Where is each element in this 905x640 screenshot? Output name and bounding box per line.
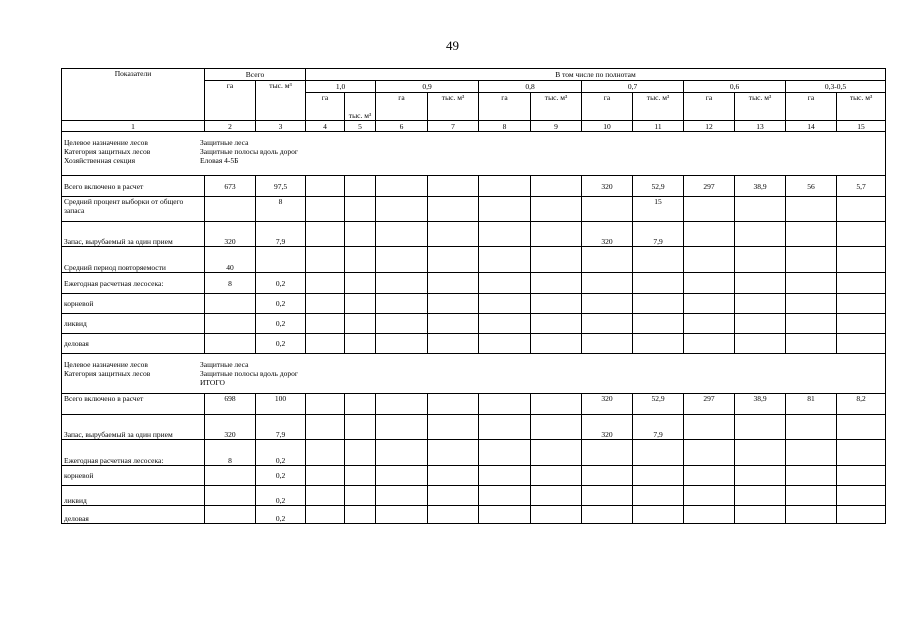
section1-purpose-value: Защитные леса: [200, 138, 249, 147]
table-row: [62, 222, 886, 247]
table-cell: 52,9: [633, 176, 684, 197]
table-cell: [837, 440, 886, 466]
table-cell: [735, 415, 786, 440]
table-cell: [837, 415, 886, 440]
table-cell: [306, 197, 345, 222]
table-cell: [735, 247, 786, 273]
table-cell: [428, 466, 479, 486]
section2-category-value: Защитные полосы вдоль дорог: [200, 369, 298, 378]
table-cell: [531, 415, 582, 440]
table-cell: [633, 506, 684, 524]
header-sub-m3: тыс. м³: [735, 93, 786, 121]
table-cell: [684, 222, 735, 247]
table-cell: [684, 466, 735, 486]
table-cell: [428, 197, 479, 222]
column-number-cell: 5: [345, 121, 376, 132]
table-cell: 698: [205, 394, 256, 415]
header-indicators: Показатели: [62, 69, 205, 121]
table-cell: [582, 314, 633, 334]
table-cell: 40: [205, 247, 256, 273]
table-cell: [786, 247, 837, 273]
column-number-cell: 2: [205, 121, 256, 132]
table-cell: [531, 197, 582, 222]
table-cell: [306, 273, 345, 294]
table-cell: [345, 334, 376, 354]
table-cell: [735, 486, 786, 506]
table-cell: [306, 314, 345, 334]
table-cell: [582, 273, 633, 294]
table-cell: [684, 440, 735, 466]
column-number-cell: 12: [684, 121, 735, 132]
header-sub-ha: га: [376, 93, 428, 121]
table-cell: [582, 197, 633, 222]
table-cell: [479, 506, 531, 524]
table-cell: [479, 273, 531, 294]
table-row: [62, 197, 886, 222]
table-cell: [428, 294, 479, 314]
table-cell: [684, 247, 735, 273]
header-sub-m3: тыс. м³: [531, 93, 582, 121]
section2-category-label: Категория защитных лесов: [64, 369, 151, 378]
table-cell: 5,7: [837, 176, 886, 197]
table-cell: [684, 486, 735, 506]
table-cell: [633, 486, 684, 506]
section2-info: [62, 354, 886, 394]
header-including-density: В том числе по полнотам: [306, 69, 886, 81]
column-number-cell: 13: [735, 121, 786, 132]
table-cell: [205, 506, 256, 524]
table-cell: [633, 247, 684, 273]
table-cell: [684, 506, 735, 524]
table-cell: [786, 334, 837, 354]
table-cell: [531, 273, 582, 294]
table-cell: [306, 415, 345, 440]
table-cell: [479, 394, 531, 415]
table-cell: 320: [582, 176, 633, 197]
table-cell: [376, 466, 428, 486]
table-cell: [345, 440, 376, 466]
column-number-cell: 14: [786, 121, 837, 132]
table-cell: [306, 394, 345, 415]
table-row: [62, 176, 886, 197]
table-cell: [256, 247, 306, 273]
table-cell: [582, 247, 633, 273]
section1-purpose-label: Целевое назначение лесов: [64, 138, 148, 147]
table-cell: [428, 506, 479, 524]
header-sub-m3: тыс. м³: [345, 93, 376, 121]
table-cell: [345, 506, 376, 524]
header-sub-ha: га: [786, 93, 837, 121]
table-cell: [837, 273, 886, 294]
table-cell: [735, 222, 786, 247]
column-number-cell: 3: [256, 121, 306, 132]
table-row: [62, 394, 886, 415]
table-row: [62, 314, 886, 334]
table-cell: [306, 440, 345, 466]
table-cell: [306, 334, 345, 354]
table-cell: [428, 222, 479, 247]
table-cell: [428, 247, 479, 273]
table-cell: [684, 273, 735, 294]
table-cell: 7,9: [256, 222, 306, 247]
header-total-m3: тыс. м³: [256, 81, 306, 121]
table-cell: [582, 506, 633, 524]
table-cell: [376, 334, 428, 354]
column-number-cell: 1: [62, 121, 205, 132]
table-cell: 0,2: [256, 440, 306, 466]
header-total: Всего: [205, 69, 306, 81]
table-cell: [735, 314, 786, 334]
page-number: 49: [446, 38, 459, 53]
header-total-ha: га: [205, 81, 256, 121]
header-sub-ha: га: [479, 93, 531, 121]
header-sub-ha: га: [582, 93, 633, 121]
table-cell: [205, 294, 256, 314]
table-cell: [837, 314, 886, 334]
row-label: Всего включено в расчет: [62, 394, 205, 415]
table-cell: [205, 486, 256, 506]
table-cell: 38,9: [735, 394, 786, 415]
table-cell: [479, 334, 531, 354]
table-cell: [684, 197, 735, 222]
table-cell: [684, 334, 735, 354]
table-cell: [735, 466, 786, 486]
table-cell: [735, 334, 786, 354]
table-cell: [531, 222, 582, 247]
table-row: [62, 506, 886, 524]
row-label: деловая: [62, 506, 205, 524]
table-cell: [376, 486, 428, 506]
table-cell: [786, 294, 837, 314]
row-label: Ежегодная расчетная лесосека:: [62, 273, 205, 294]
table-cell: [582, 294, 633, 314]
table-cell: [306, 176, 345, 197]
table-cell: [376, 415, 428, 440]
table-cell: [376, 197, 428, 222]
header-density-6: 0,3-0,5: [786, 81, 886, 93]
table-cell: [684, 294, 735, 314]
column-number-cell: 15: [837, 121, 886, 132]
table-cell: [633, 334, 684, 354]
table-cell: [786, 222, 837, 247]
table-cell: [345, 486, 376, 506]
header-sub-ha: га: [684, 93, 735, 121]
table-cell: [479, 247, 531, 273]
table-cell: [345, 222, 376, 247]
header-density-3: 0,8: [479, 81, 582, 93]
table-cell: [531, 466, 582, 486]
table-cell: [345, 197, 376, 222]
table-cell: [786, 415, 837, 440]
header-density-5: 0,6: [684, 81, 786, 93]
table-cell: [735, 294, 786, 314]
table-cell: [531, 247, 582, 273]
table-cell: [633, 273, 684, 294]
table-row: [62, 440, 886, 466]
table-row: [62, 294, 886, 314]
table-cell: [582, 334, 633, 354]
table-cell: [345, 247, 376, 273]
table-cell: [633, 466, 684, 486]
table-cell: [786, 466, 837, 486]
header-density-1: 1,0: [306, 81, 376, 93]
row-label: деловая: [62, 334, 205, 354]
table-cell: [684, 314, 735, 334]
table-cell: [345, 314, 376, 334]
table-cell: [531, 314, 582, 334]
table-cell: 0,2: [256, 273, 306, 294]
table-cell: [837, 334, 886, 354]
table-cell: 0,2: [256, 334, 306, 354]
table-cell: 297: [684, 176, 735, 197]
row-label: Всего включено в расчет: [62, 176, 205, 197]
header-sub-m3: тыс. м³: [837, 93, 886, 121]
table-cell: [205, 334, 256, 354]
section1-category-value: Защитные полосы вдоль дорог: [200, 147, 298, 156]
table-row: [62, 273, 886, 294]
table-cell: 0,2: [256, 466, 306, 486]
table-cell: [306, 466, 345, 486]
row-label: корневой: [62, 466, 205, 486]
header-sub-m3: тыс. м³: [428, 93, 479, 121]
table-cell: [786, 273, 837, 294]
row-label: Средний период повторяемости: [62, 247, 205, 273]
table-cell: [306, 506, 345, 524]
table-cell: 320: [582, 222, 633, 247]
table-cell: 81: [786, 394, 837, 415]
column-number-cell: 9: [531, 121, 582, 132]
calculation-table: [61, 68, 886, 524]
table-cell: [479, 222, 531, 247]
column-number-cell: 7: [428, 121, 479, 132]
section2-purpose-label: Целевое назначение лесов: [64, 360, 148, 369]
table-cell: [345, 176, 376, 197]
header-sub-m3: тыс. м³: [633, 93, 684, 121]
table-cell: [376, 176, 428, 197]
table-cell: [786, 506, 837, 524]
table-cell: [479, 440, 531, 466]
table-cell: [582, 486, 633, 506]
table-cell: 7,9: [256, 415, 306, 440]
table-cell: [531, 486, 582, 506]
table-cell: [345, 394, 376, 415]
section1-category-label: Категория защитных лесов: [64, 147, 151, 156]
section1-section-value: Еловая 4-5Б: [200, 156, 239, 165]
column-number-cell: 8: [479, 121, 531, 132]
table-cell: [531, 334, 582, 354]
table-cell: 0,2: [256, 314, 306, 334]
table-cell: 8: [205, 273, 256, 294]
table-cell: [345, 273, 376, 294]
row-label: Ежегодная расчетная лесосека:: [62, 440, 205, 466]
table-cell: [345, 294, 376, 314]
table-cell: 52,9: [633, 394, 684, 415]
column-number-cell: 4: [306, 121, 345, 132]
table-cell: [479, 294, 531, 314]
column-number-cell: 10: [582, 121, 633, 132]
table-cell: [428, 486, 479, 506]
table-cell: [205, 314, 256, 334]
table-cell: [205, 466, 256, 486]
table-cell: [582, 440, 633, 466]
table-cell: [376, 440, 428, 466]
table-cell: [376, 273, 428, 294]
table-cell: 97,5: [256, 176, 306, 197]
table-cell: [786, 440, 837, 466]
table-row: [62, 486, 886, 506]
section2-purpose-value: Защитные леса: [200, 360, 249, 369]
table-cell: [345, 466, 376, 486]
column-number-row: [62, 121, 886, 132]
table-cell: 320: [205, 222, 256, 247]
table-cell: [531, 176, 582, 197]
table-cell: [837, 294, 886, 314]
table-cell: 100: [256, 394, 306, 415]
table-cell: 15: [633, 197, 684, 222]
table-cell: 297: [684, 394, 735, 415]
table-cell: 0,2: [256, 294, 306, 314]
table-cell: 8: [256, 197, 306, 222]
table-cell: [837, 506, 886, 524]
table-cell: [306, 486, 345, 506]
table-cell: [479, 197, 531, 222]
table-cell: 7,9: [633, 415, 684, 440]
section1-info: [62, 132, 886, 176]
table-row: [62, 247, 886, 273]
table-cell: 0,2: [256, 486, 306, 506]
table-cell: [786, 197, 837, 222]
table-cell: [428, 334, 479, 354]
table-cell: 320: [582, 415, 633, 440]
row-label: Запас, вырубаемый за один прием: [62, 415, 205, 440]
table-cell: [376, 394, 428, 415]
table-cell: 38,9: [735, 176, 786, 197]
table-cell: [428, 273, 479, 294]
table-cell: [479, 415, 531, 440]
table-cell: 673: [205, 176, 256, 197]
table-row: [62, 415, 886, 440]
table-cell: [479, 314, 531, 334]
table-cell: [306, 222, 345, 247]
table-cell: [531, 506, 582, 524]
table-cell: [479, 466, 531, 486]
table-cell: [582, 466, 633, 486]
section1-section-label: Хозяйственная секция: [64, 156, 136, 165]
row-label: Средний процент выборки от общего запаса: [62, 197, 205, 222]
table-cell: 56: [786, 176, 837, 197]
table-cell: [837, 486, 886, 506]
table-cell: [345, 415, 376, 440]
table-cell: [306, 247, 345, 273]
row-label: ликвид: [62, 486, 205, 506]
table-cell: [531, 440, 582, 466]
section2-total-label: ИТОГО: [200, 378, 225, 387]
table-cell: [531, 294, 582, 314]
table-cell: [633, 314, 684, 334]
table-cell: [428, 415, 479, 440]
table-cell: [428, 314, 479, 334]
table-cell: [735, 197, 786, 222]
column-number-cell: 6: [376, 121, 428, 132]
table-cell: [633, 294, 684, 314]
row-label: ликвид: [62, 314, 205, 334]
table-cell: 320: [205, 415, 256, 440]
table-row: [62, 466, 886, 486]
table-cell: 320: [582, 394, 633, 415]
table-cell: [837, 197, 886, 222]
table-cell: [479, 176, 531, 197]
table-cell: 8,2: [837, 394, 886, 415]
table-cell: [735, 440, 786, 466]
table-cell: [376, 506, 428, 524]
table-cell: [837, 247, 886, 273]
table-cell: [837, 466, 886, 486]
table-cell: 7,9: [633, 222, 684, 247]
table-cell: [633, 440, 684, 466]
row-label: корневой: [62, 294, 205, 314]
table-cell: [531, 394, 582, 415]
table-cell: [428, 440, 479, 466]
table-cell: [786, 314, 837, 334]
column-number-cell: 11: [633, 121, 684, 132]
row-label: Запас, вырубаемый за один прием: [62, 222, 205, 247]
table-cell: 0,2: [256, 506, 306, 524]
table-cell: [428, 394, 479, 415]
header-density-4: 0,7: [582, 81, 684, 93]
table-cell: 8: [205, 440, 256, 466]
table-cell: [376, 294, 428, 314]
table-row: [62, 334, 886, 354]
table-cell: [376, 247, 428, 273]
table-cell: [837, 222, 886, 247]
table-cell: [306, 294, 345, 314]
table-cell: [735, 273, 786, 294]
header-density-2: 0,9: [376, 81, 479, 93]
table-cell: [376, 314, 428, 334]
table-cell: [479, 486, 531, 506]
table-cell: [735, 506, 786, 524]
table-cell: [205, 197, 256, 222]
table-cell: [428, 176, 479, 197]
header-sub-ha: га: [306, 93, 345, 121]
table-cell: [786, 486, 837, 506]
table-cell: [376, 222, 428, 247]
table-cell: [684, 415, 735, 440]
